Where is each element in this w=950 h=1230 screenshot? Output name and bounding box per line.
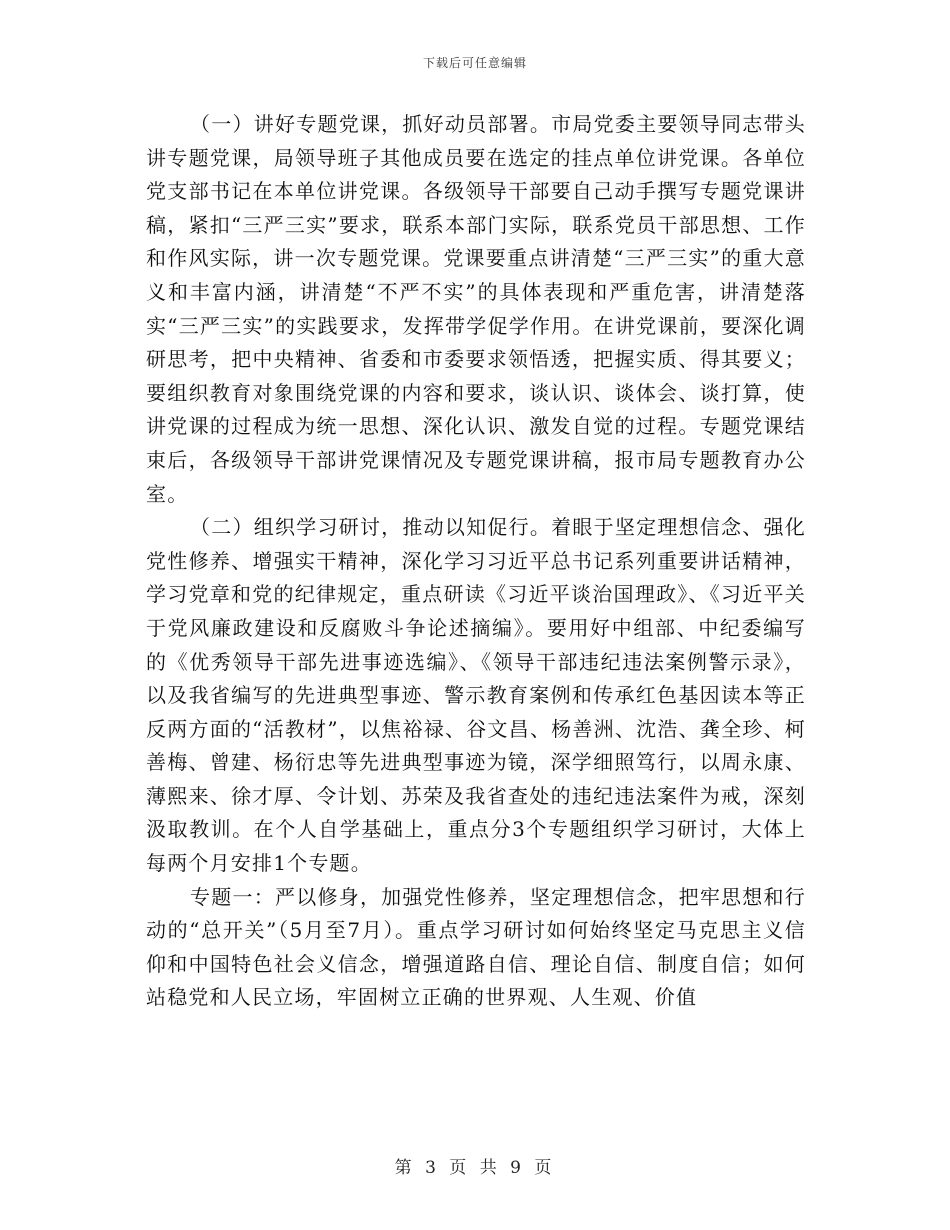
paragraph-study-seminar: （二）组织学习研讨，推动以知促行。着眼于坚定理想信念、强化党性修养、增强实干精神，深化学习习近平总书记系列重要讲话精神，学习党章和党的纪律规定，重点研读《习近平谈治国理政》、《习近平关于党风廉政建设和反腐败斗争论述摘编》。要用好中组部、中纪委编写的《优秀领导干部先进事迹选编》、《领导干部违纪违法案例警示录》，以及我省编写的先进典型事迹、警示教育案例和传承红色基因读本等正反两方面的“活教材”，以焦裕禄、谷文昌、杨善洲、沈浩、龚全珍、柯善梅、曾建、杨衍忠等先进典型事迹为镜，深学细照笃行，以周永康、薄熙来、徐才厚、令计划、苏荣及我省查处的违纪违法案件为戒，深刻汲取教训。在个人自学基础上，重点分3个专题组织学习研讨，大体上每两个月安排1个专题。 bbox=[146, 515, 806, 876]
document-body bbox=[146, 108, 806, 1015]
page-number-footer: 第 3 页 共 9 页 bbox=[394, 1158, 556, 1178]
page-header: 下载后可任意编辑 bbox=[422, 56, 527, 70]
paragraph-topic-one: 专题一：严以修身，加强党性修养，坚定理想信念，把牢思想和行动的“总开关”（5月至7月）。重点学习研讨如何始终坚定马克思主义信仰和中国特色社会义信念，增强道路自信、理论自信、制度自信；如何站稳党和人民立场，牢固树立正确的世界观、人生观、价值 bbox=[146, 884, 806, 1010]
paragraph-lecture: （一）讲好专题党课，抓好动员部署。市局党委主要领导同志带头讲专题党课，局领导班子其他成员要在选定的挂点单位讲党课。各单位党支部书记在本单位讲党课。各级领导干部要自己动手撰写专题党课讲稿，紧扣“三严三实”要求，联系本部门实际，联系党员干部思想、工作和作风实际，讲一次专题党课。党课要重点讲清楚“三严三实”的重大意义和丰富内涵，讲清楚“不严不实”的具体表现和严重危害，讲清楚落实“三严三实”的实践要求，发挥带学促学作用。在讲党课前，要深化调研思考，把中央精神、省委和市委要求领悟透，把握实质、得其要义；要组织教育对象围绕党课的内容和要求，谈认识、谈体会、谈打算，使讲党课的过程成为统一思想、深化认识、激发自觉的过程。专题党课结束后，各级领导干部讲党课情况及专题党课讲稿，报市局专题教育办公室。 bbox=[146, 112, 806, 506]
